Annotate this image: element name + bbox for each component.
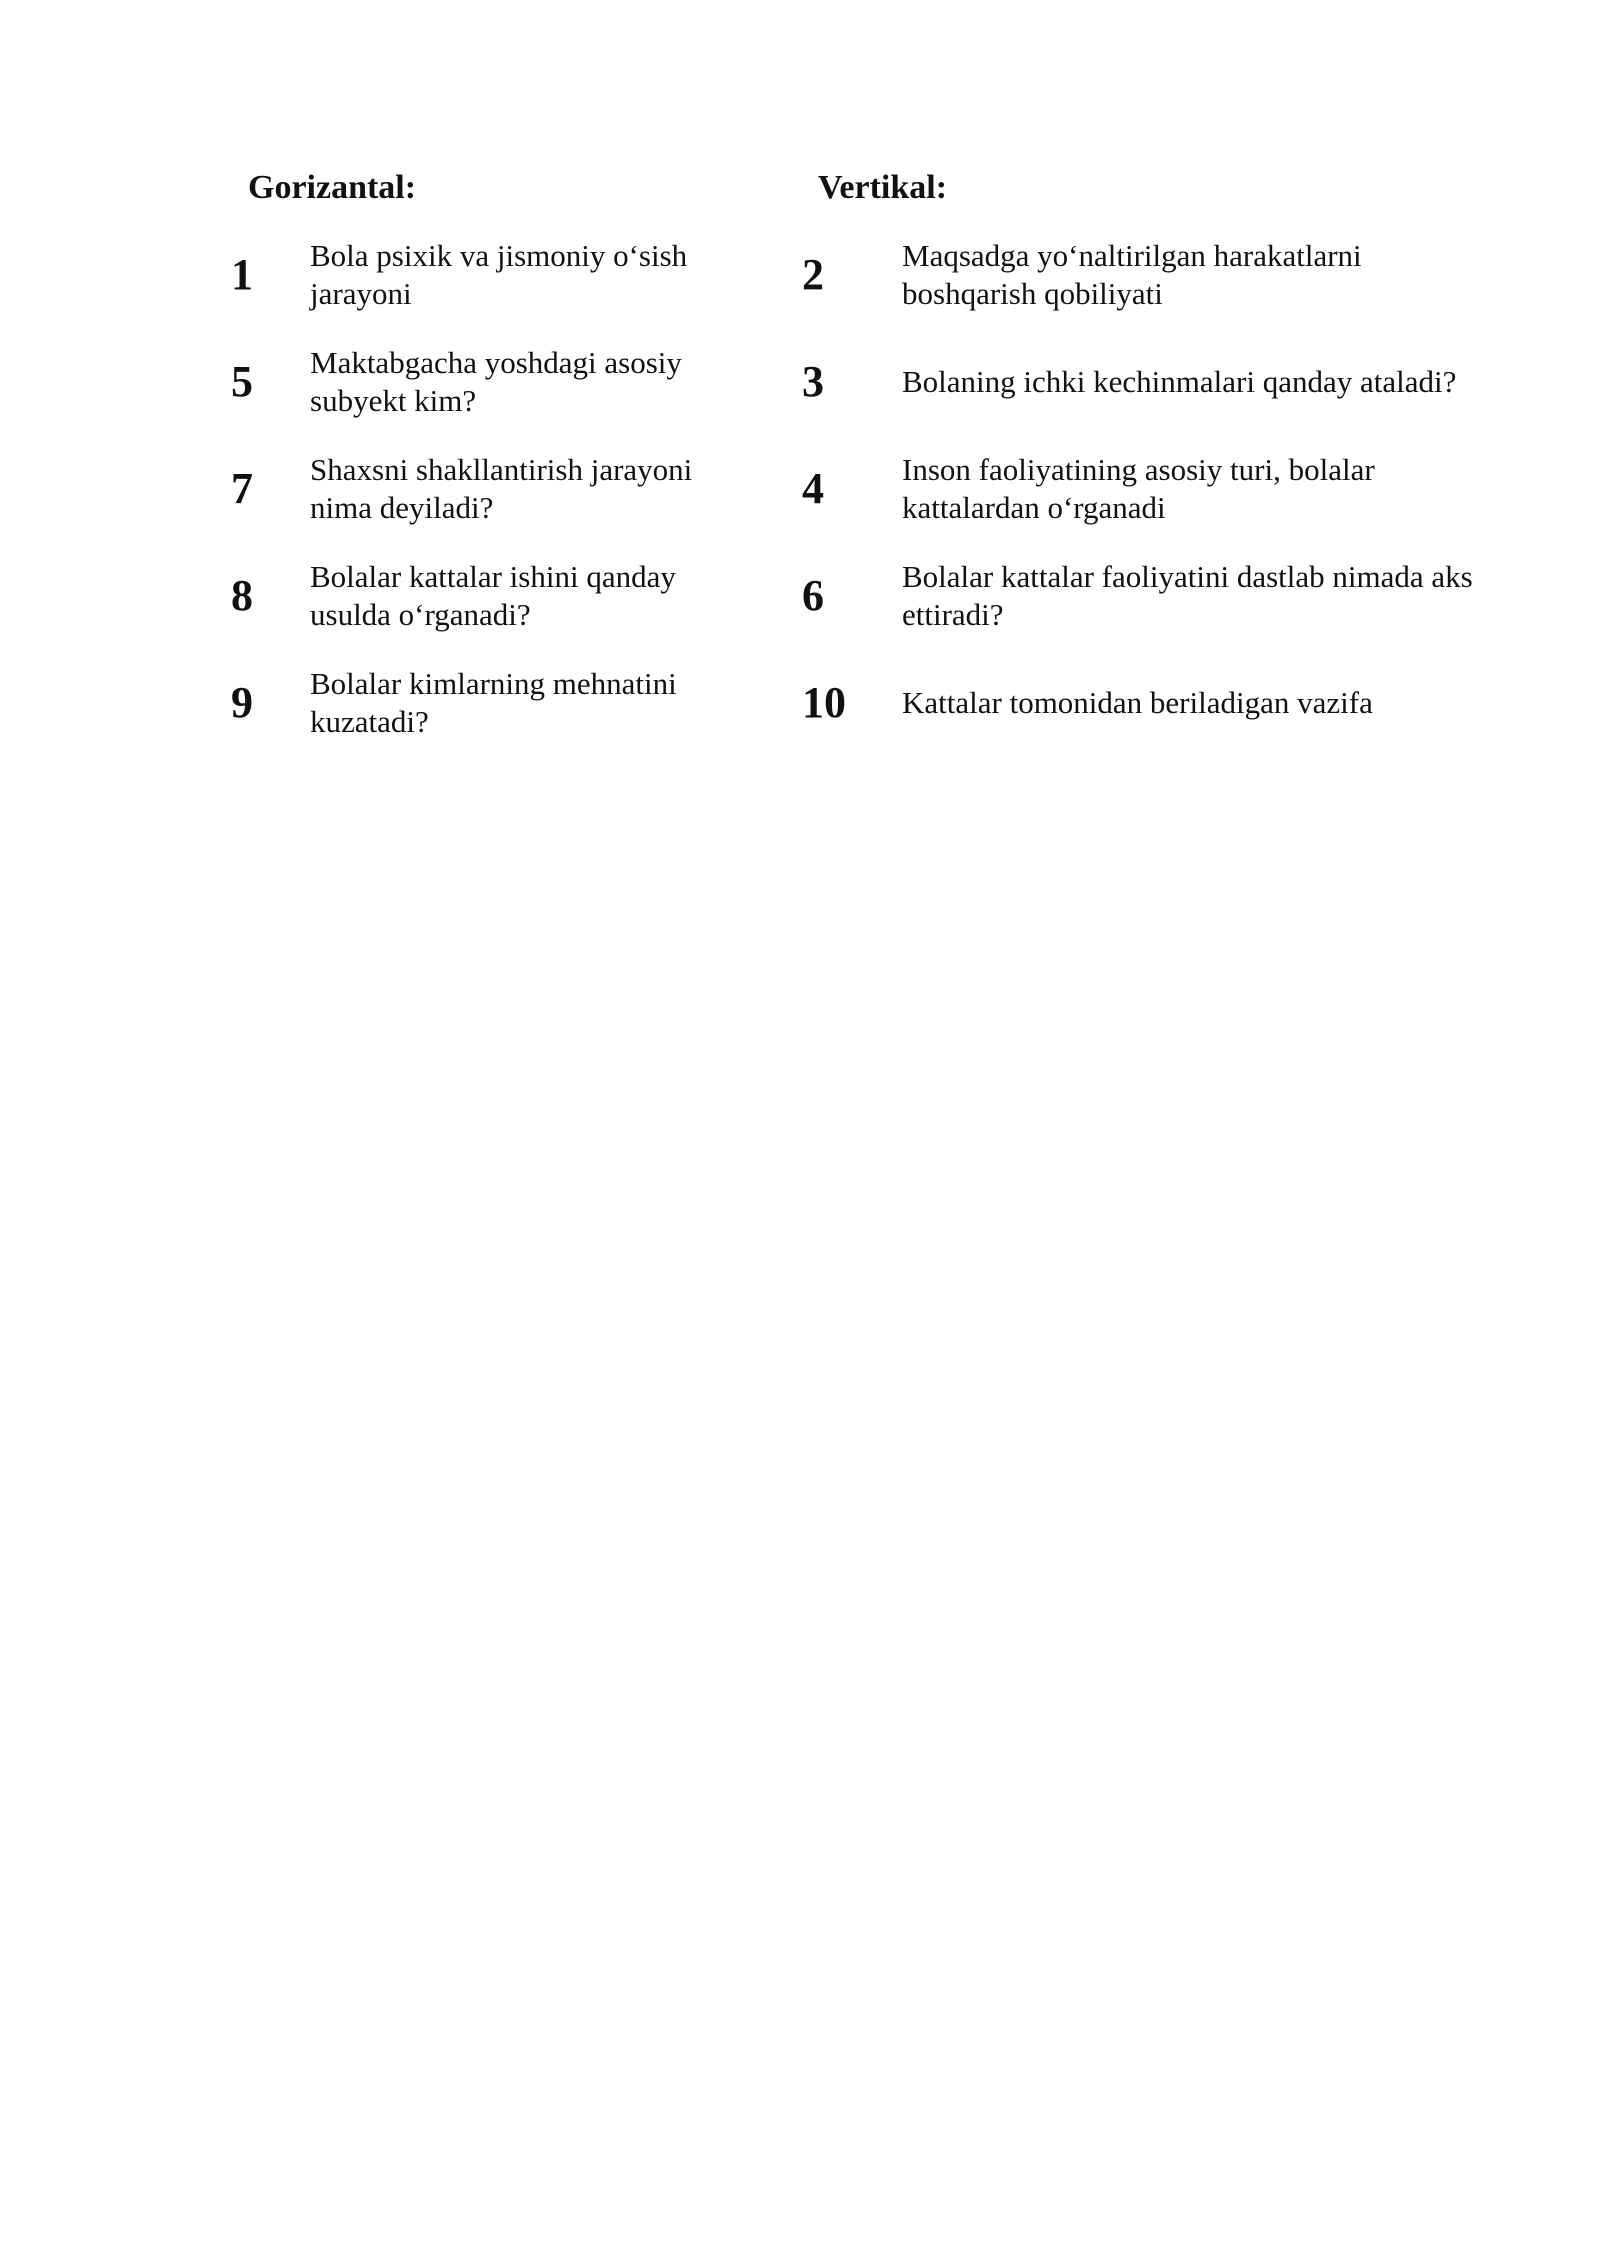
- horizontal-heading: Gorizantal:: [248, 169, 417, 206]
- clue-number: 7: [231, 464, 253, 513]
- clue-item: [795, 664, 1485, 741]
- clue-item: [225, 236, 745, 313]
- clue-number: 10: [802, 678, 846, 727]
- horizontal-clues-column: [225, 168, 745, 771]
- clue-text: Inson faoliyatining asosiy turi, bolalar kattalardan o‘rganadi: [902, 451, 1375, 525]
- clue-item: [225, 664, 745, 741]
- clue-item: [225, 343, 745, 420]
- clue-number: 9: [231, 678, 253, 727]
- clue-text: Bola psixik va jismoniy o‘sish jarayoni: [310, 237, 688, 311]
- clue-item: [225, 557, 745, 634]
- clue-number: 1: [231, 250, 253, 299]
- clue-number: 6: [802, 571, 824, 620]
- clue-item: [795, 450, 1485, 527]
- clue-number: 3: [802, 357, 824, 406]
- vertical-heading: Vertikal:: [818, 169, 948, 206]
- clue-item: [795, 236, 1485, 313]
- clue-text: Shaxsni shakllantirish jarayoni nima deyiladi?: [310, 451, 693, 525]
- clue-text: Bolalar kimlarning mehnatini kuzatadi?: [310, 665, 677, 739]
- clue-item: [795, 343, 1485, 420]
- clue-text: Maktabgacha yoshdagi asosiy subyekt kim?: [310, 344, 682, 418]
- clue-number: 8: [231, 571, 253, 620]
- clue-text: Kattalar tomonidan beriladigan vazifa: [902, 684, 1373, 720]
- clue-text: Bolalar kattalar ishini qanday usulda o‘rganadi?: [310, 558, 676, 632]
- clue-text: Bolaning ichki kechinmalari qanday ataladi?: [902, 363, 1457, 399]
- clue-number: 4: [802, 464, 824, 513]
- clue-text: Bolalar kattalar faoliyatini dastlab nimada aks ettiradi?: [902, 558, 1473, 632]
- clue-number: 5: [231, 357, 253, 406]
- clue-item: [795, 557, 1485, 634]
- clue-text: Maqsadga yo‘naltirilgan harakatlarni boshqarish qobiliyati: [902, 237, 1362, 311]
- clue-number: 2: [802, 250, 824, 299]
- vertical-clues-column: [795, 168, 1485, 771]
- clue-item: [225, 450, 745, 527]
